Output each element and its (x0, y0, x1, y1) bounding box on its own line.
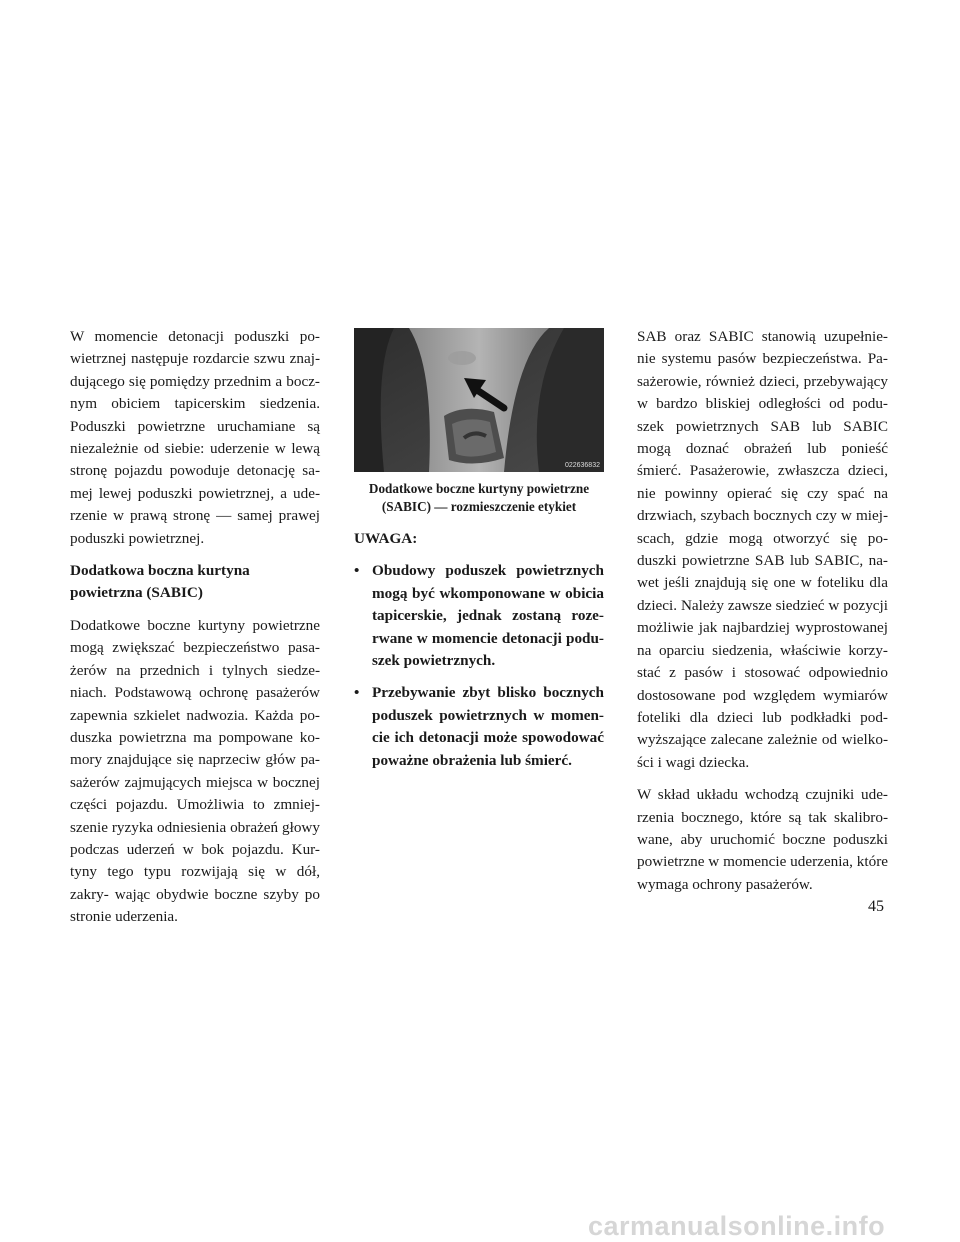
sabic-paragraph: Dodatkowe boczne kurtyny powietrzne mogą zwiększać bezpieczeństwo pasa- żerów na przednich i tylnych siedze- niach. Podstawową ochronę pasażerów zapewnia szkielet nadwozia. Każda po- duszka powietrzna ma pompowane ko- mory znajdujące się naprzeciw głów pa- sażerów zajmujących miejsca w bocznej części pojazdu. Umożliwia to zmniej- szenie ryzyka odniesienia obrażeń głowy podczas uderzeń w bok pojazdu. Kur- tyny tego typu rozwijają się w dół, zakry- wając obydwie boczne szyby po stronie uderzenia. (70, 616, 320, 926)
left-column (70, 326, 320, 939)
warning-item (354, 682, 604, 772)
caption-line-2: (SABIC) — rozmieszczenie etykiet (381, 499, 577, 514)
watermark: carmanualsonline.info (588, 1211, 886, 1241)
bullet-icon: • (354, 562, 360, 580)
bullet-icon: • (354, 684, 360, 702)
section-heading-sabic: Dodatkowa boczna kurtyna powietrzna (SABIC) (70, 562, 250, 602)
pillar-photo-svg (354, 328, 604, 472)
warning-text: Obudowy poduszek powietrznych mogą być wkomponowane w obicia tapicerskie, jednak zostaną roze- rwane w momencie detonacji podu- szek powietrznych. (372, 562, 604, 670)
sensor-paragraph: W skład układu wchodzą czujniki ude- rzenia bocznego, które są tak skalibro- wane, aby uruchomić boczne poduszki powietrzne w momencie uderzenia, które wymaga ochrony pasażerów. (637, 786, 888, 893)
warning-text: Przebywanie zbyt blisko bocznych poduszek powietrznych w momen- cie ich detonacji może spowodować poważne obrażenia lub śmierć. (372, 684, 604, 769)
intro-paragraph: W momencie detonacji poduszki po- wietrznej następuje rozdarcie szwu znaj- dującego się pomiędzy przednim a bocz- nym obiciem tapicerskim siedzenia. Poduszki powietrzne uruchamiane są niezależnie od siebie: uderzenie w lewą stronę pojazdu powoduje detonację sa- mej lewej poduszki powietrznej, a ude- rzenie w prawą stronę — samej prawej poduszki powietrznej. (70, 328, 320, 547)
figure-caption (354, 480, 604, 516)
warning-title: UWAGA: (354, 530, 418, 547)
middle-column (354, 326, 604, 782)
sabic-label-photo (354, 328, 604, 472)
page-number: 45 (868, 898, 884, 915)
right-column (637, 326, 888, 906)
warning-list (354, 560, 604, 772)
warning-item (354, 560, 604, 672)
figure-code: 022636832 (564, 462, 600, 469)
safety-paragraph: SAB oraz SABIC stanowią uzupełnie- nie systemu pasów bezpieczeństwa. Pa- sażerowie, również dzieci, przebywający w bardzo bliskiej odległości od podu- szek powietrznych SAB lub SABIC mogą doznać obrażeń lub ponieść śmierć. Pasażerowie, zwłaszcza dzieci, nie powinny opierać się czy spać na drzwiach, szybach bocznych czy w miej- scach, gdzie mogą otworzyć się po- duszki powietrzne SAB lub SABIC, na- wet jeśli znajdują się one w foteliku dla dzieci. Należy zawsze siedzieć w pozycji możliwie jak najbardziej wyprostowanej na oparciu siedzenia, właściwie korzy- stać z pasów i stosować odpowiednio dostosowane pod względem wymiarów foteliki dla dzieci lub podkładki pod- wyższające zalecane zależnie od wielko- ści i wagi dziecka. (637, 328, 888, 771)
caption-line-1: Dodatkowe boczne kurtyny powietrzne (368, 481, 590, 496)
